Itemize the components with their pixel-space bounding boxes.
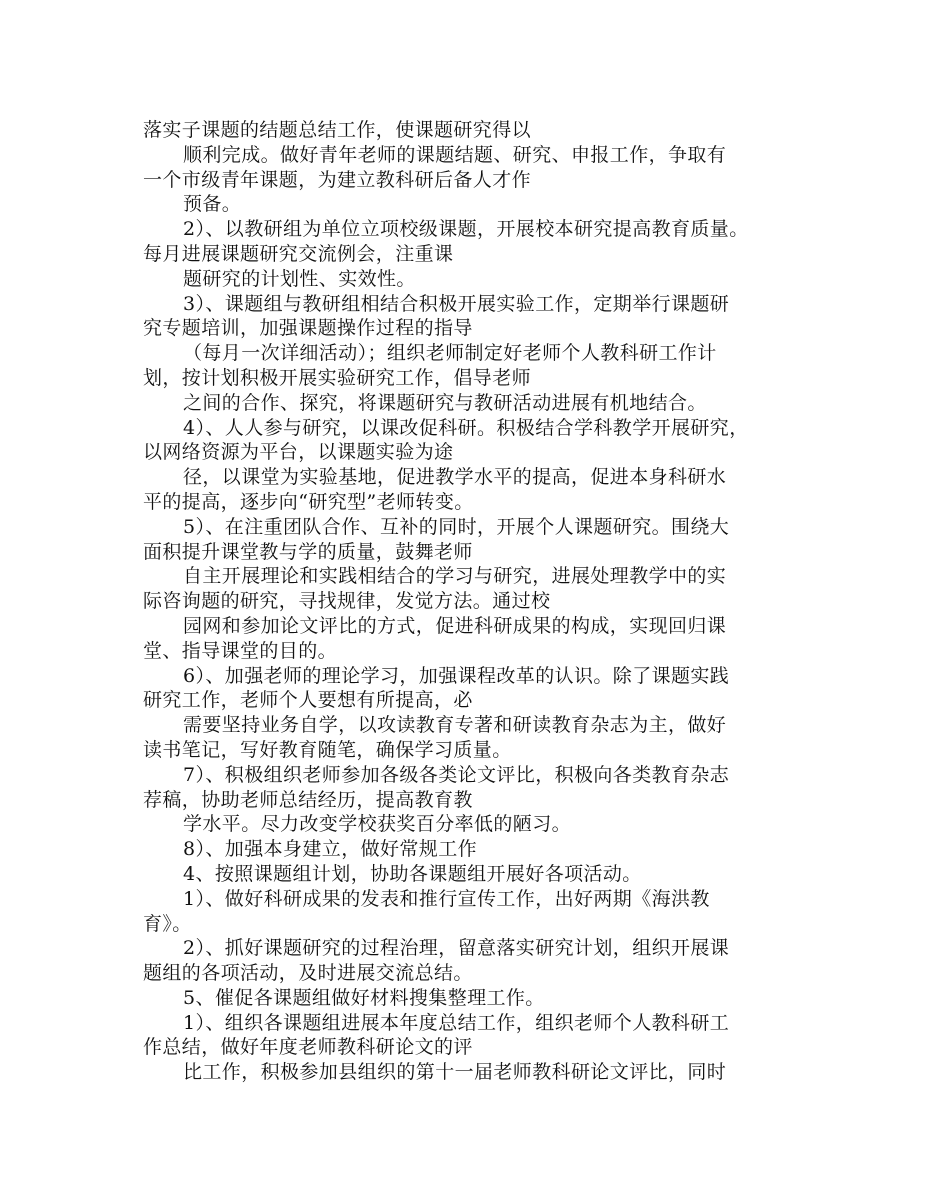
text-line: 之间的合作、探究，将课题研究与教研活动进展有机地结合。 <box>183 391 707 414</box>
text-line: 以网络资源为平台，以课题实验为途 <box>143 441 454 464</box>
text-line: 4）、人人参与研究，以课改促科研。积极结合学科教学开展研究， <box>183 416 749 439</box>
text-line: 一个市级青年课题，为建立教科研后备人才作 <box>143 168 532 191</box>
text-line: 研究工作，老师个人要想有所提高，必 <box>143 689 473 712</box>
text-line: 3）、课题组与教研组相结合积极开展实验工作，定期举行课题研 <box>183 292 730 315</box>
text-line: 究专题培训，加强课题操作过程的指导 <box>143 317 473 340</box>
text-line: 作总结，做好年度老师教科研论文的评 <box>143 1036 473 1059</box>
text-line: 自主开展理论和实践相结合的学习与研究，进展处理教学中的实 <box>183 565 727 588</box>
text-line: 5、催促各课题组做好材料搜集整理工作。 <box>183 986 545 1009</box>
text-line: 每月进展课题研究交流例会，注重课 <box>143 242 454 265</box>
text-line: 2）、抓好课题研究的过程治理，留意落实研究计划，组织开展课 <box>183 937 730 960</box>
document-page <box>143 118 823 1085</box>
text-line: 比工作，积极参加县组织的第十一届老师教科研论文评比，同时 <box>183 1061 727 1084</box>
text-line: 学水平。尽力改变学校获奖百分率低的陋习。 <box>183 813 572 836</box>
text-line: 1）、组织各课题组进展本年度总结工作，组织老师个人教科研工 <box>183 1011 730 1034</box>
text-line: 1）、做好科研成果的发表和推行宣传工作，出好两期《海洪教 <box>183 887 710 910</box>
text-line: 面积提升课堂教与学的质量，鼓舞老师 <box>143 540 473 563</box>
text-line: 径，以课堂为实验基地，促进教学水平的提高，促进本身科研水 <box>183 466 727 489</box>
text-line: 题研究的计划性、实效性。 <box>183 267 416 290</box>
text-line: 8）、加强本身建立，做好常规工作 <box>183 838 477 861</box>
text-line: 4、按照课题组计划，协助各课题组开展好各项活动。 <box>183 862 642 885</box>
text-line: 园网和参加论文评比的方式，促进科研成果的构成，实现回归课 <box>183 614 727 637</box>
text-line: 划，按计划积极开展实验研究工作，倡导老师 <box>143 366 532 389</box>
text-line: 堂、指导课堂的目的。 <box>143 639 338 662</box>
text-line: 顺利完成。做好青年老师的课题结题、研究、申报工作，争取有 <box>183 143 727 166</box>
text-line: 2）、以教研组为单位立项校级课题，开展校本研究提高教育质量。 <box>183 218 749 241</box>
text-line: 6）、加强老师的理论学习，加强课程改革的认识。除了课题实践 <box>183 664 730 687</box>
text-line: 5）、在注重团队合作、互补的同时，开展个人课题研究。围绕大 <box>183 515 730 538</box>
text-line: 需要坚持业务自学，以攻读教育专著和研读教育杂志为主，做好 <box>183 714 727 737</box>
text-line: 题组的各项活动，及时进展交流总结。 <box>143 962 473 985</box>
text-line: 荐稿，协助老师总结经历，提高教育教 <box>143 788 473 811</box>
text-line: 预备。 <box>183 193 242 216</box>
text-line: 际咨询题的研究，寻找规律，发觉方法。通过校 <box>143 590 551 613</box>
text-line: 落实子课题的结题总结工作，使课题研究得以 <box>143 119 532 141</box>
text-line: （每月一次详细活动）；组织老师制定好老师个人教科研工作计 <box>183 342 717 365</box>
text-line: 平的提高，逐步向“研究型”老师转变。 <box>143 490 474 513</box>
text-line: 7）、积极组织老师参加各级各类论文评比，积极向各类教育杂志 <box>183 763 730 786</box>
text-line: 读书笔记，写好教育随笔，确保学习质量。 <box>143 738 512 761</box>
text-line: 育》。 <box>143 912 192 935</box>
